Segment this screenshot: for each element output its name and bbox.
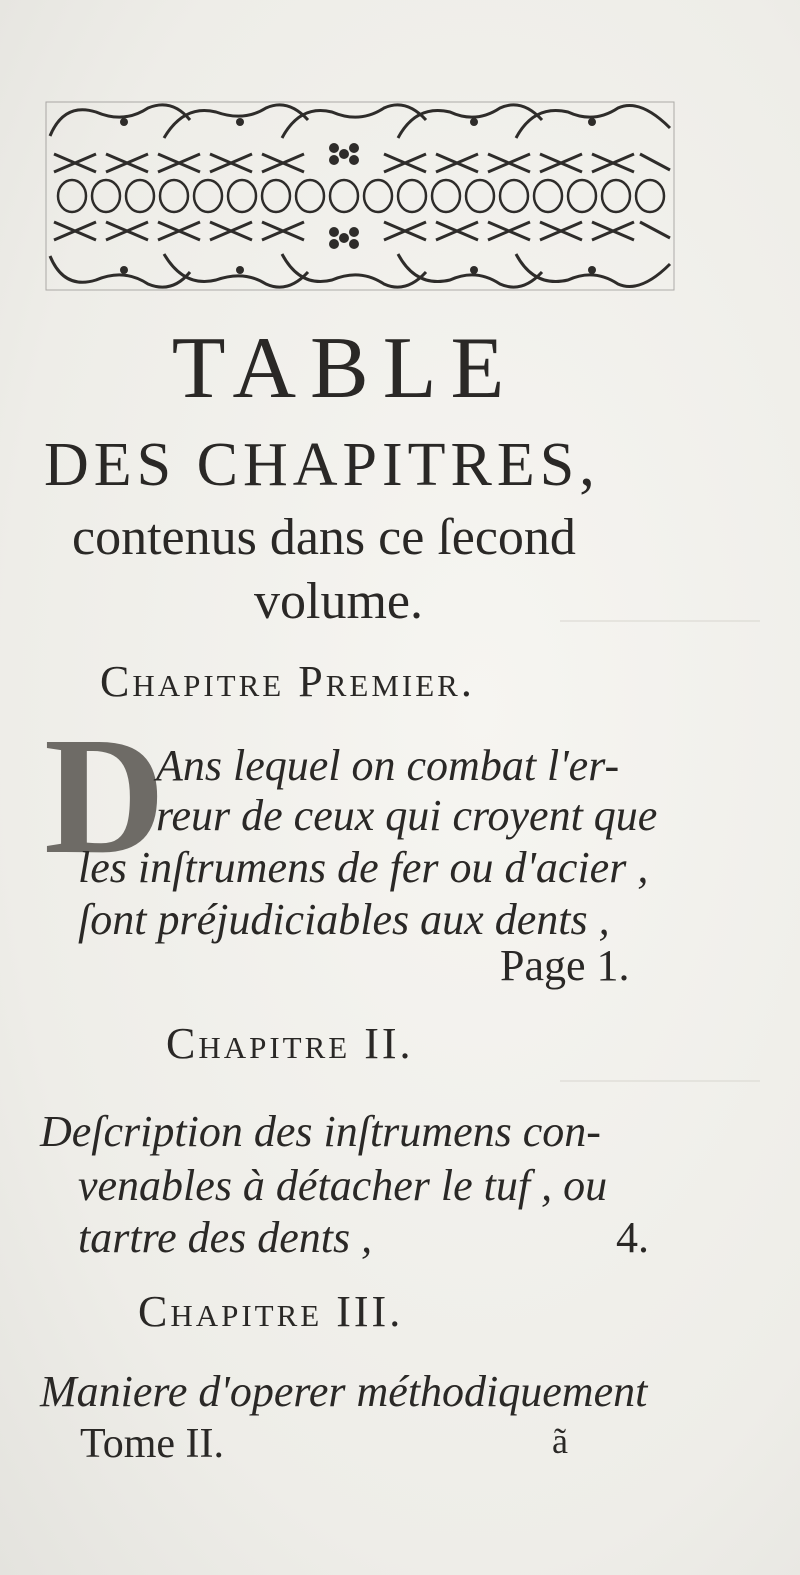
- chapter-heading: Chapitre Premier.: [100, 657, 475, 706]
- show-through-mark: [560, 620, 760, 622]
- chapter-text-line: Deſcription des inſtrumens con-: [40, 1107, 601, 1156]
- page-reference: Page 1.: [500, 941, 630, 990]
- subtitle-line: volume.: [254, 573, 423, 630]
- drop-cap-initial: D: [44, 703, 166, 889]
- chapter-heading: Chapitre II.: [166, 1019, 414, 1068]
- signature-mark: ã: [552, 1421, 568, 1461]
- page-subtitle: DES CHAPITRES,: [44, 431, 600, 499]
- chapter-text-line: ſont préjudiciables aux dents ,: [78, 895, 610, 944]
- chapter-heading: Chapitre III.: [138, 1287, 404, 1336]
- subtitle-line: contenus dans ce ſecond: [72, 509, 576, 566]
- page-title: TABLE: [171, 320, 519, 417]
- chapter-text-line: tartre des dents ,: [78, 1213, 373, 1262]
- chapter-text-line: reur de ceux qui croyent que: [156, 791, 658, 840]
- chapter-text-line: les inſtrumens de fer ou d'acier ,: [78, 843, 649, 892]
- decorative-headpiece: [44, 98, 676, 294]
- chapter-text-line: Ans lequel on combat l'er-: [156, 741, 620, 790]
- chapter-text-line: Maniere d'operer méthodiquement: [40, 1367, 648, 1416]
- chapter-text-line: venables à détacher le tuf , ou: [78, 1161, 608, 1210]
- show-through-mark: [560, 1080, 760, 1082]
- volume-label: Tome II.: [80, 1421, 225, 1467]
- page-reference: 4.: [616, 1213, 649, 1262]
